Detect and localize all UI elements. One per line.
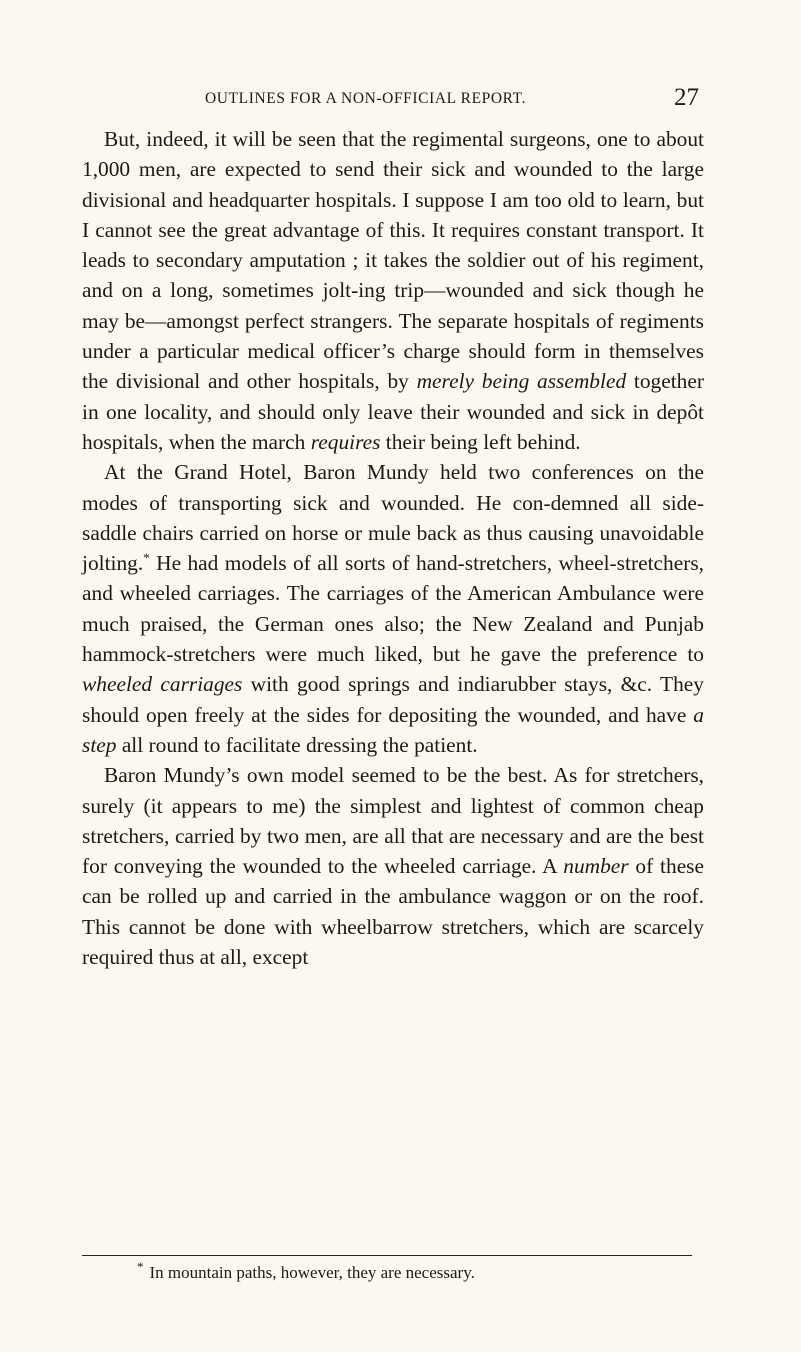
footnote-divider [82,1255,692,1256]
paragraph-1-italic-b: requires [310,429,381,454]
running-head: OUTLINES FOR A NON-OFFICIAL REPORT. [205,90,527,107]
page-header [0,84,801,116]
paragraph-1 [82,124,704,457]
page-number: 27 [674,84,699,111]
footnote [137,1259,475,1283]
footnote-reference: * [143,550,150,566]
paragraph-2 [82,457,704,760]
paragraph-1-text-b: together in one locality, and should only leave their wounded and sick in depôt hospitals, when the march [82,369,704,454]
paragraph-1-text-a: But, indeed, it will be seen that the regimental surgeons, one to about 1,000 men, are expected to send their sick and wounded to the large divisional and headquarter hospitals. I suppose I am too old to learn, but I cannot see the great advantage of this. It requires constant transport. It leads to secondary amputation ; it takes the soldier out of his regiment, and on a long, sometimes jolt-ing trip—wounded and sick though he may be—amongst perfect strangers. The separate hospitals of regiments under a particular medical officer’s charge should form in themselves the divisional and other hospitals, by [82,127,704,394]
paragraph-2-text-c: with good springs and indiarubber stays, &c. They should open freely at the sides for depositing the wounded, and have [82,672,704,727]
paragraph-2-text-a: At the Grand Hotel, Baron Mundy held two conferences on the modes of transporting sick and wounded. He con-demned all side-saddle chairs carried on horse or mule back as thus causing unavoidable jolting. [82,460,704,576]
footnote-mark: * [137,1259,144,1275]
paragraph-1-text-c: their being left behind. [380,429,581,454]
footnote-text: In mountain paths, however, they are necessary. [149,1263,475,1282]
paragraph-3-text-a: Baron Mundy’s own model seemed to be the best. As for stretchers, surely (it appears to me) the simplest and lightest of common cheap stretchers, carried by two men, are all that are necessary and are the best for conveying the wounded to the wheeled carriage. A [82,763,704,879]
paragraph-2-text-b: He had models of all sorts of hand-stretchers, wheel-stretchers, and wheeled carriages. The carriages of the American Ambulance were much praised, the German ones also; the New Zealand and Punjab hammock-stretchers were much liked, but he gave the preference to [82,551,704,667]
paragraph-3-text-b: of these can be rolled up and carried in the ambulance waggon or on the roof. This cannot be done with wheelbarrow stretchers, which are scarcely required thus at all, except [82,854,705,970]
paragraph-2-italic-a: wheeled carriages [82,672,243,697]
paragraph-2-italic-b: a step [82,702,704,757]
paragraph-3 [82,760,704,972]
body-text [82,124,704,972]
paragraph-1-italic-a: merely being assembled [416,369,627,394]
paragraph-2-text-d: all round to facilitate dressing the patient. [116,732,478,757]
paragraph-3-italic-a: number [563,854,629,879]
